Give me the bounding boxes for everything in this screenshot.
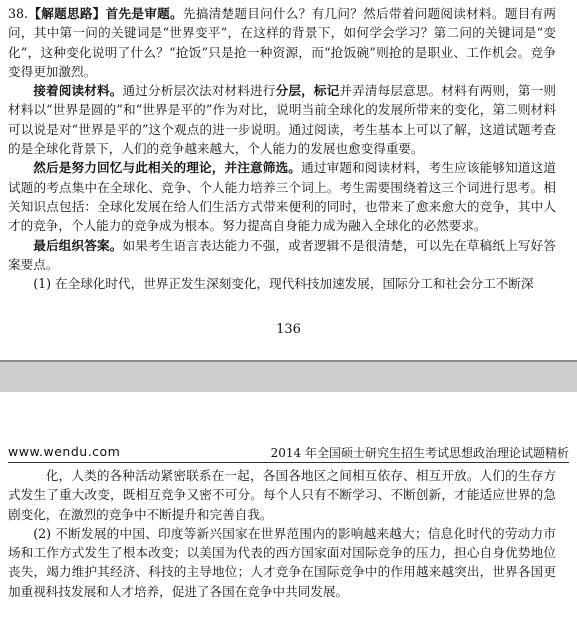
step-recall-theory: 然后是努力回忆与此相关的理论，并注意筛选。	[33, 160, 302, 176]
running-header	[8, 442, 569, 463]
header-title: 2014 年全国硕士研究生招生考试思想政治理论试题精析	[270, 446, 569, 460]
step-review-question: 首先是审题。	[105, 6, 183, 21]
page-separator	[0, 360, 577, 392]
paragraph-answer-point-1: (1) 在全球化时代，世界正发生深刻变化，现代科技加速发展，国际分工和社会分工不断深	[33, 276, 534, 292]
read-material-text-a: 通过分析层次法对材料进行	[122, 83, 276, 99]
site-url: www.wendu.com	[8, 444, 121, 459]
paragraph-organize-answer	[8, 236, 556, 275]
intro-body: 先搞清楚题目问什么？有几问？然后带着问题阅读材料。题目有两问，其中第一问的关键词是“世界变平”，在这样的背景下，如何学会学习？第二问的关键词是“变化”，这种变化说明了什么？“抢饭”只是抢一种资源，而“抢饭碗”则抢的是职业、工作机会。竞争变得更加激烈。	[8, 6, 557, 79]
read-material-bold: 分层，标记	[275, 83, 340, 99]
step-organize-answer: 最后组织答案。	[33, 237, 123, 253]
question-number: 38.	[8, 6, 29, 21]
page-number: 136	[276, 322, 301, 337]
paragraph-read-material	[8, 81, 556, 158]
paragraph-intro	[8, 4, 556, 81]
step-read-material: 接着阅读材料。	[33, 83, 123, 99]
answer-continuation-text	[8, 466, 556, 601]
paragraph-recall-theory	[8, 158, 556, 235]
answer-analysis-text	[8, 4, 556, 293]
recall-theory-text: 通过审题和阅读材料，考生应该能够知道这道试题的考点集中在全球化、竞争、个人能力培养三个词上。考生需要围绕着这三个词进行思考。相关知识点包括：全球化发展在给人们生活方式带来便利的同时，也带来了愈来愈大的竞争，其中人才的竞争，个人能力的竞争成为根本。努力提高自身能力成为融入全球化的必然要求。	[8, 160, 557, 234]
paragraph-answer-point-1-cont: 化，人类的各种活动紧密联系在一起，各国各地区之间相互依存、相互开放。人们的生存方式发生了重大改变，既相互竞争又密不可分。每个人只有不断学习、不断创新，才能适应世界的急剧变化，在激烈的竞争中不断提升和完善自我。	[8, 468, 556, 522]
solution-label: 【解题思路】	[28, 6, 106, 21]
read-material-text-b: 并弄清每层意思。材料有两则，第一则材料以“世界是圆的”和“世界是平的”作为对比，说明当前全球化的发展所带来的变化，第二则材料可以说是对“世界是平的”这个观点的进一步说明。通过阅读，考生基本上可以了解，这道试题考查的是全球化背景下，人们的竞争越来越大，个人能力的发展也愈变得重要。	[8, 83, 557, 157]
organize-answer-text: 如果考生语言表达能力不强，或者逻辑不是很清楚，可以先在草稿纸上写好答案要点。	[8, 237, 557, 272]
paragraph-answer-point-2: (2) 不断发展的中国、印度等新兴国家在世界范围内的影响越来越大；信息化时代的劳动力市场和工作方式发生了根本改变；以美国为代表的西方国家面对国际竞争的压力，担心自身优势地位丧失，竭力维护其经济、科技的主导地位；人才竞争在国际竞争中的作用越来越突出，世界各国更加重视科技发展和人才培养，促进了各国在竞争中共同发展。	[8, 525, 556, 599]
